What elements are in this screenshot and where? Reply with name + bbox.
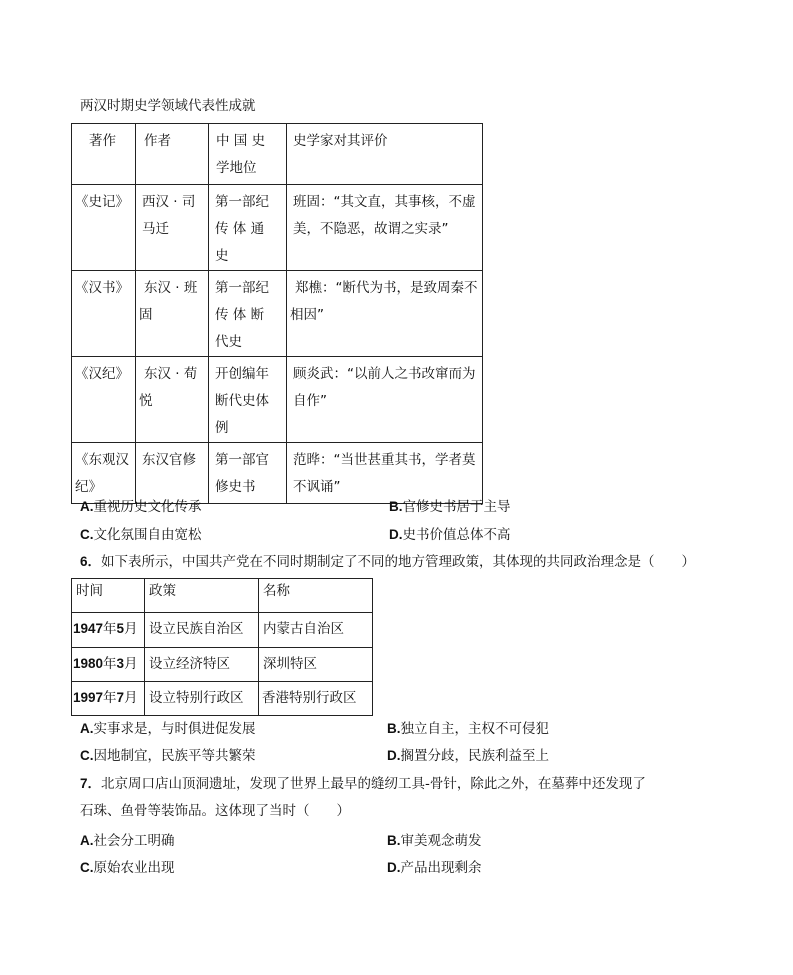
table-row — [72, 682, 373, 716]
option-c[interactable]: C.原始农业出现 — [80, 860, 175, 876]
table-cell: 东汉 · 荀悦 — [136, 357, 209, 443]
table-cell: 香港特别行政区 — [259, 682, 373, 716]
table-caption: 两汉时期史学领域代表性成就 — [80, 98, 256, 114]
header-cell: 作者 — [136, 124, 209, 185]
header-cell: 中 国 史学地位 — [209, 124, 287, 185]
table-header-row — [72, 124, 483, 185]
table-cell: 东汉官修 — [136, 443, 209, 504]
header-cell: 政策 — [145, 579, 259, 613]
table-cell: 《史记》 — [72, 185, 136, 271]
option-b[interactable]: B.独立自主，主权不可侵犯 — [387, 721, 549, 737]
table-cell: 设立特别行政区 — [145, 682, 259, 716]
table-cell: 1947年5月 — [72, 613, 145, 648]
option-b[interactable]: B.审美观念萌发 — [387, 833, 482, 849]
table-cell: 第一部纪 传 体 断 代史 — [209, 271, 287, 357]
table-cell: 1997年7月 — [72, 682, 145, 716]
table-row — [72, 271, 483, 357]
option-a[interactable]: A.社会分工明确 — [80, 833, 175, 849]
table-cell: 内蒙古自治区 — [259, 613, 373, 648]
question-number: 6． — [80, 554, 102, 569]
table-cell: 《汉书》 — [72, 271, 136, 357]
option-b[interactable]: B.官修史书居于主导 — [389, 499, 511, 515]
option-c[interactable]: C.文化氛围自由宽松 — [80, 527, 202, 543]
table-cell: 班固：“其文直，其事核，不虚美，不隐恶，故谓之实录” — [287, 185, 483, 271]
table-row — [72, 357, 483, 443]
table-cell: 开创编年 断代史体 例 — [209, 357, 287, 443]
question-7-stem-line2: 石珠、鱼骨等装饰品。这体现了当时（ ） — [80, 803, 350, 819]
table-cell: 设立民族自治区 — [145, 613, 259, 648]
question-7-stem-line1: 7．北京周口店山顶洞遗址，发现了世界上最早的缝纫工具-骨针，除此之外，在墓葬中还发现了 — [80, 776, 646, 792]
table-cell: 《东观汉纪》 — [72, 443, 136, 504]
historiography-table — [71, 123, 483, 504]
option-a[interactable]: A.重视历史文化传承 — [80, 499, 202, 515]
header-cell: 史学家对其评价 — [287, 124, 483, 185]
option-a[interactable]: A.实事求是，与时俱进促发展 — [80, 721, 256, 737]
option-d[interactable]: D.搁置分歧，民族利益至上 — [387, 748, 549, 764]
header-cell: 名称 — [259, 579, 373, 613]
table-cell: 西汉 · 司马迁 — [136, 185, 209, 271]
question-number: 7． — [80, 776, 102, 791]
table-cell: 1980年3月 — [72, 648, 145, 682]
table-cell: 郑樵：“断代为书，是致周秦不相因” — [287, 271, 483, 357]
table-row — [72, 613, 373, 648]
header-cell: 著作 — [72, 124, 136, 185]
option-d[interactable]: D.产品出现剩余 — [387, 860, 482, 876]
header-cell: 时间 — [72, 579, 145, 613]
table-cell: 设立经济特区 — [145, 648, 259, 682]
table-cell: 《汉纪》 — [72, 357, 136, 443]
table-row — [72, 185, 483, 271]
question-6-stem: 6．如下表所示，中国共产党在不同时期制定了不同的地方管理政策，其体现的共同政治理念是（ ） — [80, 554, 696, 570]
option-c[interactable]: C.因地制宜，民族平等共繁荣 — [80, 748, 256, 764]
table-cell: 范晔：“当世甚重其书，学者莫不讽诵” — [287, 443, 483, 504]
table-cell: 顾炎武：“以前人之书改窜而为自作” — [287, 357, 483, 443]
table-cell: 东汉 · 班固 — [136, 271, 209, 357]
table-cell: 深圳特区 — [259, 648, 373, 682]
table-row — [72, 443, 483, 504]
policy-table — [71, 578, 373, 716]
table-row — [72, 648, 373, 682]
table-header-row — [72, 579, 373, 613]
option-d[interactable]: D.史书价值总体不高 — [389, 527, 511, 543]
table-cell: 第一部纪 传 体 通 史 — [209, 185, 287, 271]
table-cell: 第一部官 修史书 — [209, 443, 287, 504]
